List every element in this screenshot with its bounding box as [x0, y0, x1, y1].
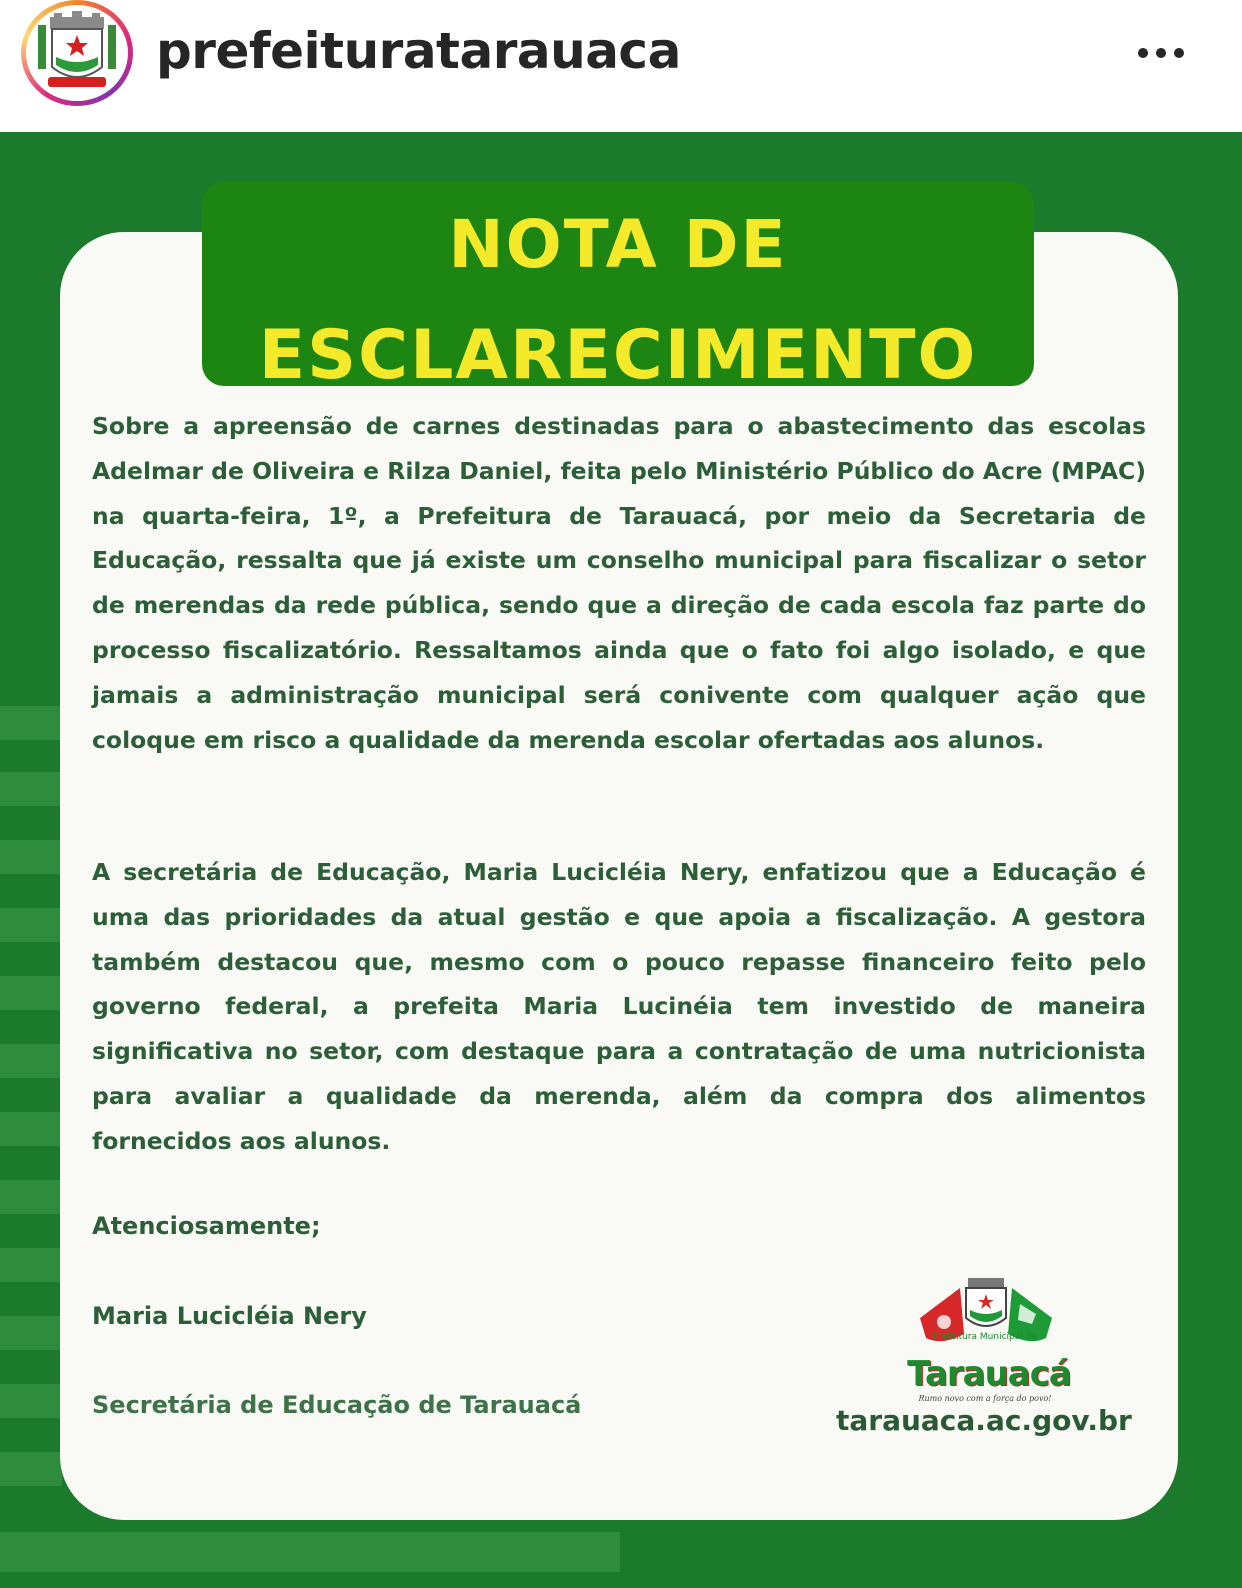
decorative-stripe: [0, 1112, 62, 1146]
signer-name: Maria Lucicléia Nery: [92, 1302, 367, 1330]
decorative-stripe: [0, 840, 62, 874]
closing-text: Atenciosamente;: [92, 1212, 321, 1240]
decorative-stripe: [0, 706, 62, 740]
paragraph-2: A secretária de Educação, Maria Lucicléia Nery, enfatizou que a Educação é uma das prioridades da atual gestão e que apoia a fiscalização. A gestora também destacou que, mesmo com o pouco repasse financeiro feito pelo governo federal, a prefeita Maria Lucinéia tem investido de maneira significativa no setor, com destaque para a contratação de uma nutricionista para avaliar a qualidade da merenda, além da compra dos alimentos fornecidos aos alunos.: [92, 858, 1146, 1155]
decorative-stripe: [0, 1316, 62, 1350]
decorative-stripe: [0, 908, 62, 942]
username[interactable]: prefeituratarauaca: [156, 22, 681, 80]
paragraph-1: Sobre a apreensão de carnes destinadas para o abastecimento das escolas Adelmar de Oliveira e Rilza Daniel, feita pelo Ministério Público do Acre (MPAC) na quarta-feira, 1º, a Prefeitura de Tarauacá, por meio da Secretaria de Educação, ressalta que já existe um conselho municipal para fiscalizar o setor de merendas da rede pública, sendo que a direção de cada escola faz parte do processo fiscalizatório. Ressaltamos ainda que o fato foi algo isolado, e que jamais a administração municipal será conivente com qualquer ação que coloque em risco a qualidade da merenda escolar ofertadas aos alunos.: [92, 412, 1146, 754]
decorative-stripe: [0, 1384, 62, 1418]
logo-slogan: Rumo novo com a força do povo!: [918, 1394, 1052, 1403]
title-line-2: ESCLARECIMENTO: [258, 316, 978, 395]
municipal-coat-of-arms-icon: [26, 5, 128, 101]
title-line-1: NOTA DE: [448, 206, 788, 283]
title-banner: [202, 182, 1034, 395]
decorative-stripe: [0, 772, 62, 806]
decorative-stripe: [0, 1248, 62, 1282]
decorative-stripe: [0, 1532, 620, 1572]
decorative-stripe: [0, 1452, 62, 1486]
post-image: [0, 132, 1242, 1588]
decorative-stripe: [0, 1044, 62, 1078]
logo-caption: Prefeitura Municipal de: [933, 1332, 1037, 1342]
decorative-stripe: [0, 976, 62, 1010]
avatar[interactable]: [21, 0, 133, 106]
signer-title: Secretária de Educação de Tarauacá: [92, 1391, 582, 1419]
decorative-stripe: [0, 1180, 62, 1214]
logo-name: Tarauacá: [907, 1354, 1071, 1394]
more-options-icon[interactable]: [1134, 38, 1190, 68]
website-url: tarauaca.ac.gov.br: [836, 1404, 1132, 1437]
post-header: [0, 0, 1242, 132]
